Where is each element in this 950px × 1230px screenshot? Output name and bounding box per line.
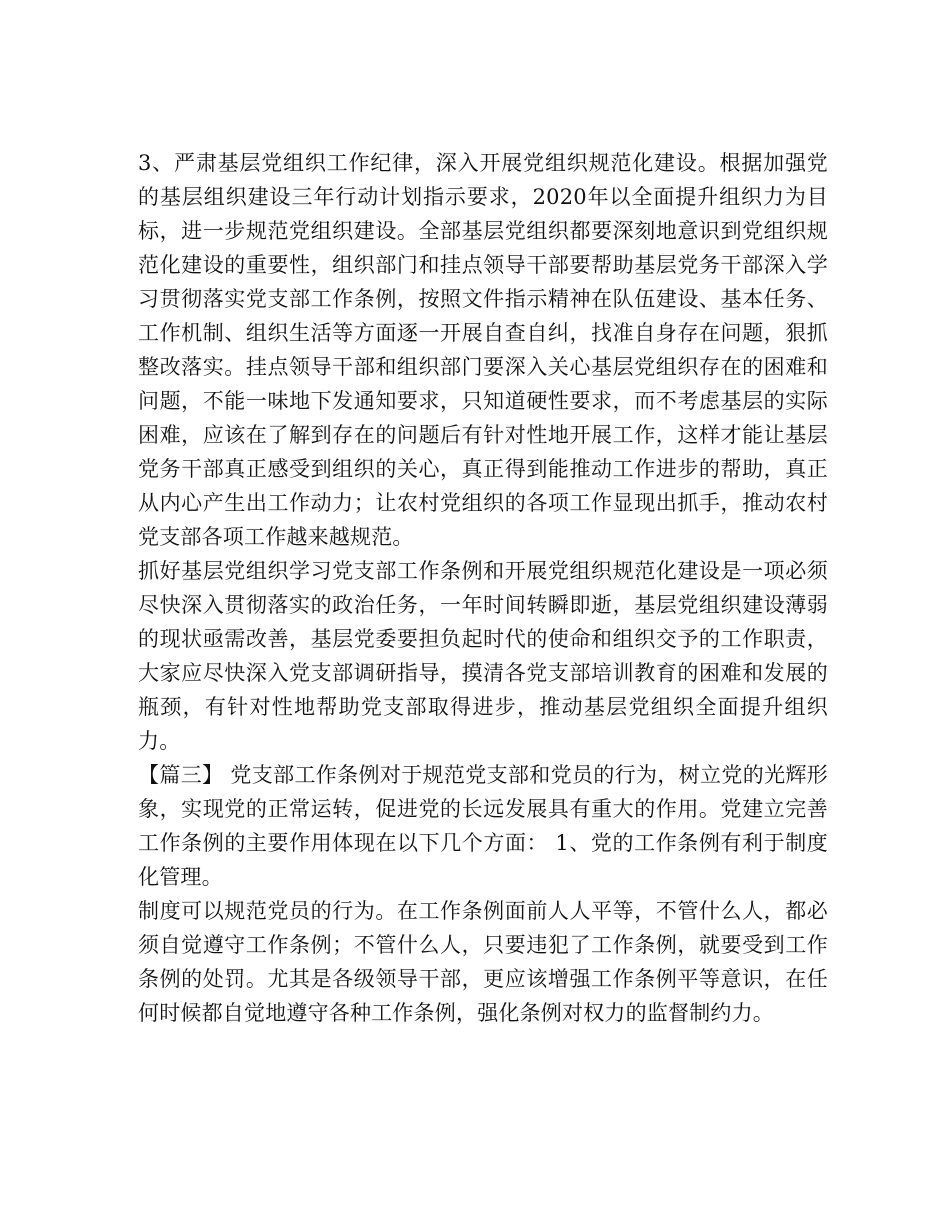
paragraph-summary: 抓好基层党组织学习党支部工作条例和开展党组织规范化建设是一项必须尽快深入贯彻落实的政治任务，一年时间转瞬即逝，基层党组织建设薄弱的现状亟需改善，基层党委要担负起时代的使命和组织交予的工作职责，大家应尽快深入党支部调研指导，摸清各党支部培训教育的困难和发展的瓶颈，有针对性地帮助党支部取得进步，推动基层党组织全面提升组织力。 — [138, 559, 828, 753]
paragraph-part-three: 【篇三】 党支部工作条例对于规范党支部和党员的行为，树立党的光辉形象，实现党的正常运转，促进党的长远发展具有重大的作用。党建立完善工作条例的主要作用体现在以下几个方面： 1、党的工作条例有利于制度化管理。 — [138, 763, 828, 889]
document-page — [138, 146, 828, 1030]
paragraph-regulation: 制度可以规范党员的行为。在工作条例面前人人平等，不管什么人，都必须自觉遵守工作条例；不管什么人，只要违犯了工作条例，就要受到工作条例的处罚。尤其是各级领导干部，更应该增强工作条例平等意识，在任何时候都自觉地遵守各种工作条例，强化条例对权力的监督制约力。 — [138, 899, 828, 1025]
paragraph-section-3: 3、严肃基层党组织工作纪律，深入开展党组织规范化建设。根据加强党的基层组织建设三年行动计划指示要求，2020年以全面提升组织力为目标，进一步规范党组织建设。全部基层党组织都要深刻地意识到党组织规范化建设的重要性，组织部门和挂点领导干部要帮助基层党务干部深入学习贯彻落实党支部工作条例，按照文件指示精神在队伍建设、基本任务、工作机制、组织生活等方面逐一开展自查自纠，找准自身存在问题，狠抓整改落实。挂点领导干部和组织部门要深入关心基层党组织存在的困难和问题，不能一味地下发通知要求，只知道硬性要求，而不考虑基层的实际困难，应该在了解到存在的问题后有针对性地开展工作，这样才能让基层党务干部真正感受到组织的关心，真正得到能推动工作进步的帮助，真正从内心产生出工作动力；让农村党组织的各项工作显现出抓手，推动农村党支部各项工作越来越规范。 — [138, 151, 828, 549]
